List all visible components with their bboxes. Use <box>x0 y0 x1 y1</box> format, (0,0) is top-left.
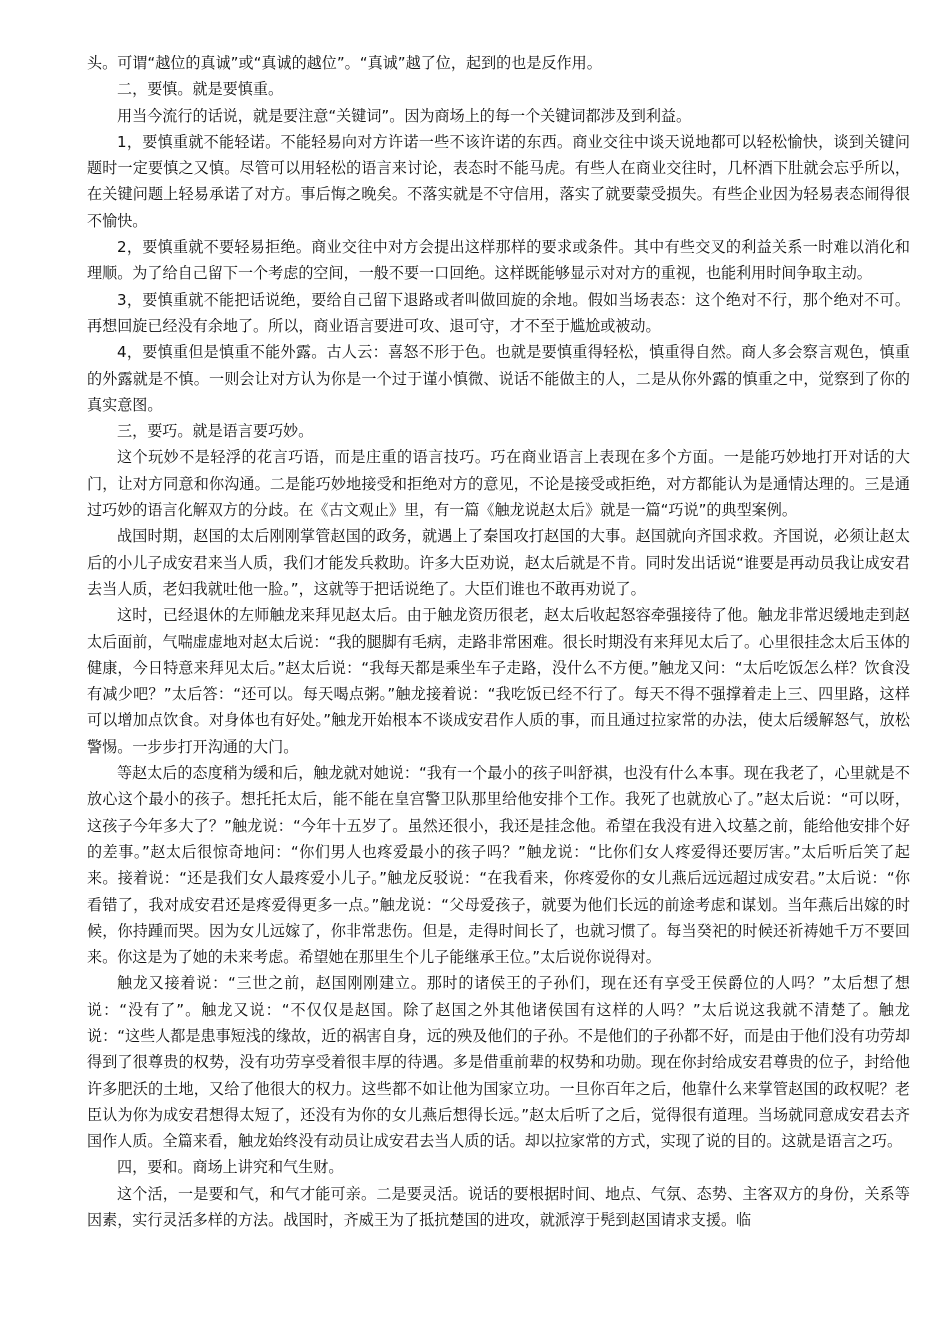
paragraph-continuation: 头。可谓“越位的真诚”或“真诚的越位”。“真诚”越了位，起到的也是反作用。 <box>87 54 602 72</box>
paragraph: 4，要慎重但是慎重不能外露。古人云：喜怒不形于色。也就是要慎重得轻松，慎重得自然。商人多会察言观色，慎重的外露就是不慎。一则会让对方认为你是一个过于谨小慎微、说话不能做主的人，二是从你外露的慎重之中，觉察到了你的真实意图。 <box>87 343 910 414</box>
paragraph: 战国时期，赵国的太后刚刚掌管赵国的政务，就遇上了秦国攻打赵国的大事。赵国就向齐国求救。齐国说，必须让赵太后的小儿子成安君来当人质，我们才能发兵救助。许多大臣劝说，赵太后就是不肯。同时发出话说“谁要是再动员我让成安君去当人质，老妇我就吐他一脸。”，这就等于把话说绝了。大臣们谁也不敢再劝说了。 <box>87 527 910 598</box>
paragraph: 用当今流行的话说，就是要注意“关键词”。因为商场上的每一个关键词都涉及到利益。 <box>117 106 692 125</box>
section-heading-3: 三，要巧。就是语言要巧妙。 <box>117 422 314 441</box>
section-heading-2: 二，要慎。就是要慎重。 <box>117 80 284 99</box>
section-heading-4: 四，要和。商场上讲究和气生财。 <box>117 1158 344 1177</box>
paragraph: 这个活，一是要和气，和气才能可亲。二是要灵活。说话的要根据时间、地点、气氛、态势、主客双方的身份，关系等因素，实行灵活多样的方法。战国时，齐威王为了抵抗楚国的进攻，就派淳于髡到赵国请求支援。临 <box>87 1184 910 1230</box>
paragraph: 1，要慎重就不能轻诺。不能轻易向对方许诺一些不该许诺的东西。商业交往中谈天说地都可以轻松愉快，谈到关键问题时一定要慎之又慎。尽管可以用轻松的语言来讨论，表态时不能马虎。有些人在商业交往时，几杯酒下肚就会忘乎所以，在关键问题上轻易承诺了对方。事后悔之晚矣。不落实就是不守信用，落实了就要蒙受损失。有些企业因为轻易表态闹得很不愉快。 <box>87 132 910 230</box>
paragraph: 等赵太后的态度稍为缓和后，触龙就对她说：“我有一个最小的孩子叫舒祺，也没有什么本事。现在我老了，心里就是不放心这个最小的孩子。想托托太后，能不能在皇宫警卫队那里给他安排个工作。我死了也就放心了。”赵太后说：“可以呀，这孩子今年多大了？”触龙说：“今年十五岁了。虽然还很小，我还是挂念他。希望在我没有进入坟墓之前，能给他安排个好的差事。”赵太后很惊奇地问：“你们男人也疼爱最小的孩子吗？”触龙说：“比你们女人疼爱得还要厉害。”太后听后笑了起来。接着说：“还是我们女人最疼爱小儿子。”触龙反驳说：“在我看来，你疼爱你的女儿燕后远远超过成安君。”太后说：“你看错了，我对成安君还是疼爱得更多一点。”触龙说：“父母爱孩子，就要为他们长远的前途考虑和谋划。当年燕后出嫁的时候，你持踵而哭。因为女儿远嫁了，你非常悲伤。但是，走得时间长了，也就习惯了。每当癸祀的时候还祈祷她千万不要回来。你这是为了她的未来考虑。希望她在那里生个儿子能继承王位。”太后说你说得对。 <box>87 764 910 967</box>
paragraph: 这个玩妙不是轻浮的花言巧语，而是庄重的语言技巧。巧在商业语言上表现在多个方面。一是能巧妙地打开对话的大门，让对方同意和你沟通。二是能巧妙地接受和拒绝对方的意见，不论是接受或拒绝，对方都能认为是通情达理的。三是通过巧妙的语言化解双方的分歧。在《古文观止》里，有一篇《触龙说赵太后》就是一篇“巧说”的典型案例。 <box>87 448 910 520</box>
paragraph: 这时，已经退休的左师触龙来拜见赵太后。由于触龙资历很老，赵太后收起怒容牵强接待了他。触龙非常迟缓地走到赵太后面前，气喘虚虚地对赵太后说：“我的腿脚有毛病，走路非常困难。很长时期没有来拜见太后了。心里很挂念太后玉体的健康，今日特意来拜见太后。”赵太后说：“我每天都是乘坐车子走路，没什么不方便。”触龙又问：“太后吃饭怎么样？饮食没有减少吧？”太后答：“还可以。每天喝点粥。”触龙接着说：“我吃饭已经不行了。每天不得不强撑着走上三、四里路，这样可以增加点饮食。对身体也有好处。”触龙开始根本不谈成安君作人质的事，而且通过拉家常的办法，使太后缓解怒气，放松警惕。一步步打开沟通的大门。 <box>87 606 910 756</box>
paragraph: 3，要慎重就不能把话说绝，要给自己留下退路或者叫做回旋的余地。假如当场表态：这个绝对不行，那个绝对不可。再想回旋已经没有余地了。所以，商业语言要进可攻、退可守，才不至于尴尬或被动。 <box>87 290 910 335</box>
paragraph: 2，要慎重就不要轻易拒绝。商业交往中对方会提出这样那样的要求或条件。其中有些交叉的利益关系一时难以消化和理顺。为了给自己留下一个考虑的空间，一般不要一口回绝。这样既能够显示对对方的重视，也能利用时间争取主动。 <box>87 238 910 283</box>
paragraph: 触龙又接着说：“三世之前，赵国刚刚建立。那时的诸侯王的子孙们，现在还有享受王侯爵位的人吗？”太后想了想说：“没有了”。触龙又说：“不仅仅是赵国。除了赵国之外其他诸侯国有这样的人吗？”太后说这我就不清楚了。触龙说：“这些人都是患事短浅的缘故，近的祸害自身，远的殃及他们的子孙。不是他们的子孙都不好，而是由于他们没有功劳却得到了很尊贵的权势，没有功劳享受着很丰厚的待遇。多是借重前辈的权势和功勋。现在你封给成安君尊贵的位子，封给他许多肥沃的土地，又给了他很大的权力。这些都不如让他为国家立功。一旦你百年之后，他靠什么来掌管赵国的政权呢？老臣认为你为成安君想得太短了，还没有为你的女儿燕后想得长远。”赵太后听了之后，觉得很有道理。当场就同意成安君去齐国作人质。全篇来看，触龙始终没有动员让成安君去当人质的话。却以拉家常的方式，实现了说的目的。这就是语言之巧。 <box>87 974 910 1151</box>
